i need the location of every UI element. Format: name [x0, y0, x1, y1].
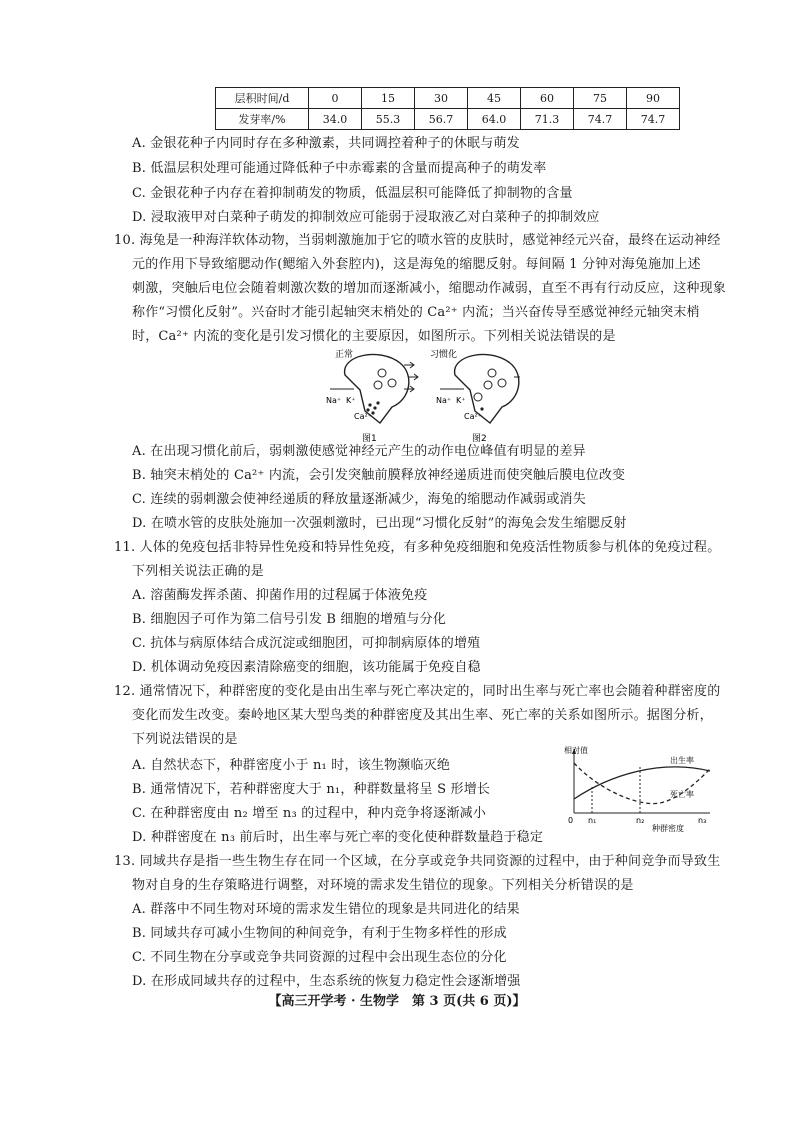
- q11-option-c: C. 抗体与病原体结合成沉淀或细胞团，可抑制病原体的增殖: [132, 636, 481, 651]
- q11-stem-line: 11. 人体的免疫包括非特异性免疫和特异性免疫，有多种免疫细胞和免疫活性物质参与机体的免疫过程。: [114, 540, 721, 555]
- vesicle: [374, 381, 382, 389]
- label-normal: 正常: [335, 350, 354, 360]
- table-cell: 75: [574, 88, 627, 109]
- page-footer: 【高三开学考 · 生物学 第 3 页(共 6 页)】: [268, 994, 526, 1009]
- table-cell: 层积时间/d: [216, 88, 309, 109]
- label-na: Na⁺: [436, 396, 452, 405]
- table-cell: 34.0: [309, 109, 362, 130]
- label-na: Na⁺: [326, 396, 342, 405]
- q13-option-d: D. 在形成同域共存的过程中，生态系统的恢复力稳定性会逐渐增强: [132, 974, 521, 989]
- vesicle: [498, 379, 506, 387]
- arrow: [408, 374, 418, 380]
- caption-fig1: 图1: [362, 434, 377, 444]
- synapse-figure: [320, 345, 520, 445]
- q13-option-b: B. 同域共存可减小生物间的种间竞争，有利于生物多样性的形成: [132, 926, 507, 941]
- table-cell: 74.7: [627, 109, 680, 130]
- q12-stem-line: 下列说法错误的是: [132, 732, 238, 747]
- label-k: K⁺: [346, 396, 356, 405]
- table-cell: 45: [468, 88, 521, 109]
- y-axis-label: 相对值: [564, 746, 588, 755]
- death-rate-label: 死亡率: [670, 790, 694, 799]
- q11-option-b: B. 细胞因子可作为第二信号引发 B 细胞的增殖与分化: [132, 612, 447, 627]
- caption-fig2: 图2: [472, 434, 487, 444]
- label-habituation: 习惯化: [430, 350, 458, 360]
- table-cell: 0: [309, 88, 362, 109]
- synapse-figure-1: [326, 348, 418, 444]
- table-cell: 64.0: [468, 109, 521, 130]
- ca-dot: [373, 406, 376, 409]
- q12-option-a: A. 自然状态下，种群密度小于 n₁ 时，该生物濒临灭绝: [132, 758, 451, 773]
- label-ca: Ca²⁺: [464, 412, 482, 421]
- label-k: K⁺: [456, 396, 466, 405]
- table-cell: 56.7: [415, 109, 468, 130]
- vesicle: [388, 379, 396, 387]
- q10-option-c: C. 连续的弱刺激会使神经递质的释放量逐渐减少，海兔的缩腮动作减弱或消失: [132, 492, 586, 507]
- q10-stem-line: 10. 海兔是一种海洋软体动物，当弱刺激施加于它的喷水管的皮肤时，感觉神经元兴奋，最终在运动神经: [114, 233, 721, 248]
- table-cell: 30: [415, 88, 468, 109]
- table-cell: 74.7: [574, 109, 627, 130]
- table-cell: 55.3: [362, 109, 415, 130]
- ca-dot: [480, 407, 483, 410]
- table-cell: 60: [521, 88, 574, 109]
- vesicle: [488, 369, 496, 377]
- q11-stem-line: 下列相关说法正确的是: [132, 564, 265, 579]
- q10-stem-line: 刺激，突触后电位会随着刺激次数的增加而逐渐减小，缩腮动作减弱，直至不再有行动反应，这种现象: [132, 281, 727, 296]
- q12-option-b: B. 通常情况下，若种群密度大于 n₁，种群数量将呈 S 形增长: [132, 782, 491, 797]
- q9-option-d: D. 浸取液甲对白菜种子萌发的抑制效应可能弱于浸取液乙对白菜种子的抑制效应: [132, 210, 600, 225]
- table-cell: 发芽率/%: [216, 109, 309, 130]
- q9-option-a: A. 金银花种子内同时存在多种激素，共同调控着种子的休眠与萌发: [132, 136, 520, 151]
- synapse-figure-2: [430, 348, 520, 444]
- q9-option-c: C. 金银花种子内存在着抑制萌发的物质，低温层积可能降低了抑制物的含量: [132, 186, 573, 201]
- q10-stem-line: 称作“习惯化反射”。兴奋时才能引起轴突末梢处的 Ca²⁺ 内流；当兴奋传导至感觉神经元轴突末梢: [132, 305, 700, 320]
- ca-dot: [368, 403, 371, 406]
- table-row: [216, 88, 680, 109]
- birth-rate-label: 出生率: [670, 756, 694, 765]
- table-cell: 71.3: [521, 109, 574, 130]
- vesicle: [378, 369, 386, 377]
- origin-label: 0: [568, 816, 574, 825]
- tick-n2: n₂: [636, 816, 645, 825]
- q11-option-a: A. 溶菌酶发挥杀菌、抑菌作用的过程属于体液免疫: [132, 588, 428, 603]
- q13-stem-line: 13. 同域共存是指一些生物生存在同一个区域，在分享或竞争共同资源的过程中，由于种间竞争而导致生: [114, 854, 721, 869]
- q10-option-a: A. 在出现习惯化前后，弱刺激使感觉神经元产生的动作电位峰值有明显的差异: [132, 444, 586, 459]
- q12-stem-line: 12. 通常情况下，种群密度的变化是由出生率与死亡率决定的，同时出生率与死亡率也会随着种群密度的: [114, 684, 721, 699]
- ca-dot: [376, 401, 379, 404]
- q12-option-c: C. 在种群密度由 n₂ 增至 n₃ 的过程中，种内竞争将逐渐减小: [132, 806, 487, 821]
- table-cell: 90: [627, 88, 680, 109]
- q13-option-a: A. 群落中不同生物对环境的需求发生错位的现象是共同进化的结果: [132, 902, 520, 917]
- germination-table: [215, 87, 680, 130]
- density-chart: [560, 745, 720, 833]
- q12-option-d: D. 种群密度在 n₃ 前后时，出生率与死亡率的变化使种群数量趋于稳定: [132, 830, 544, 845]
- q10-option-d: D. 在喷水管的皮肤处施加一次强刺激时，已出现“习惯化反射”的海兔会发生缩腮反射: [132, 516, 627, 531]
- q11-option-d: D. 机体调动免疫因素清除癌变的细胞，该功能属于免疫自稳: [132, 660, 481, 675]
- arrow: [404, 362, 414, 368]
- tick-n1: n₁: [588, 816, 597, 825]
- q13-option-c: C. 不同生物在分享或竞争共同资源的过程中会出现生态位的分化: [132, 950, 507, 965]
- table-row: [216, 109, 680, 130]
- tick-n3: n₃: [698, 816, 707, 825]
- q9-option-b: B. 低温层积处理可能通过降低种子中赤霉素的含量而提高种子的萌发率: [132, 161, 547, 176]
- q10-stem-line: 时，Ca²⁺ 内流的变化是引发习惯化的主要原因，如图所示。下列相关说法错误的是: [132, 329, 616, 344]
- x-axis-label: 种群密度: [652, 824, 684, 833]
- q12-stem-line: 变化而发生改变。秦岭地区某大型鸟类的种群密度及其出生率、死亡率的关系如图所示。据图分析，: [132, 708, 713, 723]
- q13-stem-line: 物对自身的生存策略进行调整，对环境的需求发生错位的现象。下列相关分析错误的是: [132, 878, 634, 893]
- q10-option-b: B. 轴突末梢处的 Ca²⁺ 内流，会引发突触前膜释放神经递质进而使突触后膜电位改变: [132, 468, 626, 483]
- vesicle: [484, 381, 492, 389]
- label-ca: Ca²⁺: [354, 412, 372, 421]
- vesicle: [474, 393, 482, 401]
- table-cell: 15: [362, 88, 415, 109]
- q10-stem-line: 元的作用下导致缩腮动作(鳃缩入外套腔内)，这是海兔的缩腮反射。每间隔 1 分钟对海兔施加上述: [132, 257, 701, 272]
